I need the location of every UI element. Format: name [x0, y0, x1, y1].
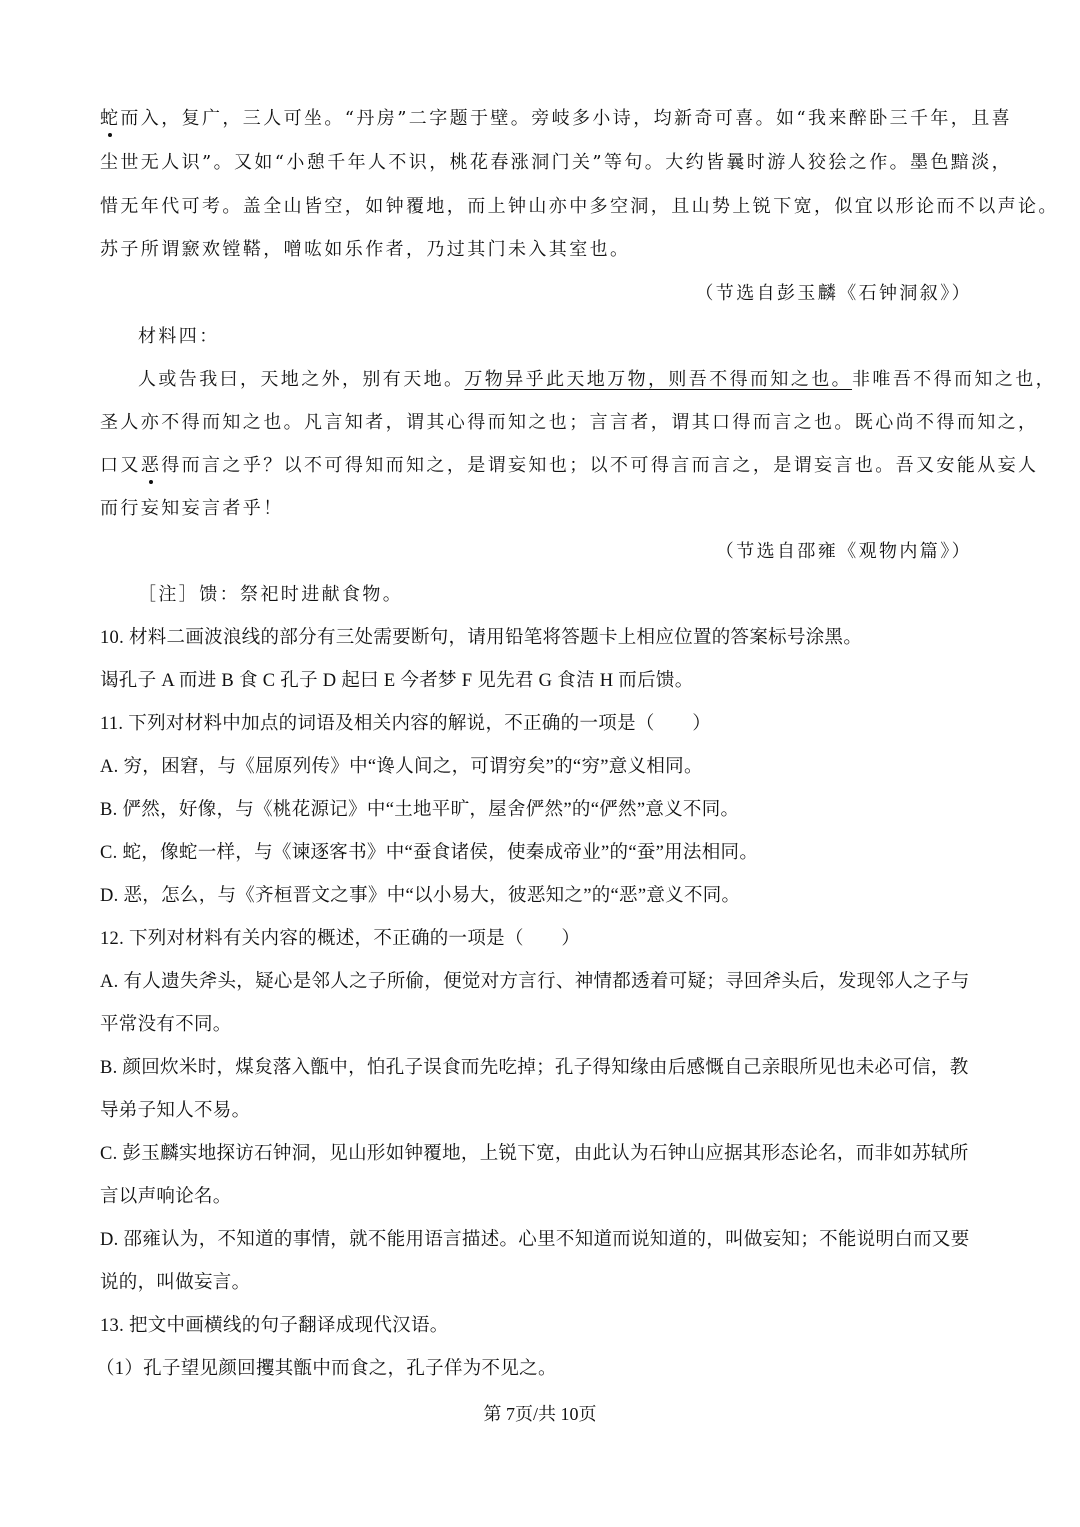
q11-option-c: C. 蛇，像蛇一样，与《谏逐客书》中“蚕食诸侯，使秦成帝业”的“蚕”用法相同。 — [100, 843, 759, 863]
material4-heading: 材料四： — [138, 326, 220, 347]
text-run: 而入，复广，三人可坐。“丹房”二字题于壁。旁岐多小诗，均新奇可喜。如“我来醉卧三千年，且喜 — [120, 108, 1013, 129]
q11-stem: 11. 下列对材料中加点的词语及相关内容的解说，不正确的一项是（ ） — [100, 714, 712, 734]
material4-line-4: 而行妄知妄言者乎！ — [100, 498, 284, 519]
material4-line-2: 圣人亦不得而知之也。凡言知者，谓其心得而知之也；言言者，谓其口得而言之也。既心尚不得而知之， — [100, 412, 1039, 433]
underlined-sentence: 万物异乎此天地万物，则吾不得而知之也。 — [464, 369, 853, 390]
q13-item-1: （1）孔子望见颜回攫其甑中而食之，孔子佯为不见之。 — [96, 1359, 557, 1379]
q10-text: 谒孔子 A 而进 B 食 C 孔子 D 起曰 E 今者梦 F 见先君 G 食洁 H 而后馈。 — [100, 671, 694, 691]
q12-option-b-line-2: 导弟子知人不易。 — [100, 1101, 251, 1121]
text-run: 人或告我曰，天地之外，别有天地。 — [138, 369, 465, 390]
material4-line-1 — [138, 367, 1057, 393]
q12-option-c-line-2: 言以声响论名。 — [100, 1187, 232, 1207]
material3-line-3: 惜无年代可考。盖全山皆空，如钟覆地，而上钟山亦中多空洞，且山势上锐下宽，似宜以形论而不以声论。 — [100, 196, 1059, 217]
q12-option-d-line-2: 说的，叫做妄言。 — [100, 1273, 251, 1293]
material4-line-3 — [100, 453, 1039, 479]
q11-option-a: A. 穷，困窘，与《屈原列传》中“谗人间之，可谓穷矣”的“穷”意义相同。 — [100, 757, 703, 777]
page-footer: 第 7页/共 10页 — [483, 1404, 597, 1424]
material4-source: （节选自邵雍《观物内篇》） — [715, 541, 972, 562]
q13-stem: 13. 把文中画横线的句子翻译成现代汉语。 — [100, 1316, 449, 1336]
text-run: 口又 — [100, 455, 141, 476]
material3-source: （节选自彭玉麟《石钟洞叙》） — [695, 283, 972, 304]
q11-option-d: D. 恶，怎么，与《齐桓晋文之事》中“以小易大，彼恶知之”的“恶”意义不同。 — [100, 886, 741, 906]
q12-option-c-line-1: C. 彭玉麟实地探访石钟洞，见山形如钟覆地，上锐下宽，由此认为石钟山应据其形态论名，而非如苏轼所 — [100, 1144, 969, 1164]
material3-line-2: 尘世无人识”。又如“小憩千年人不识，桃花春涨洞门关”等句。大约皆曩时游人狡狯之作。墨色黯淡， — [100, 152, 1013, 173]
material3-line-4: 苏子所谓窾欢镗鞳，噌吰如乐作者，乃过其门未入其室也。 — [100, 239, 631, 260]
dotted-char: 恶 — [140, 455, 162, 476]
q12-option-d-line-1: D. 邵雍认为，不知道的事情，就不能用语言描述。心里不知道而说知道的，叫做妄知；不能说明白而又要 — [100, 1230, 970, 1250]
q12-option-a-line-1: A. 有人遗失斧头，疑心是邻人之子所偷，便觉对方言行、神情都透着可疑；寻回斧头后，发现邻人之子与 — [100, 972, 970, 992]
q10-stem: 10. 材料二画波浪线的部分有三处需要断句，请用铅笔将答题卡上相应位置的答案标号涂黑。 — [100, 628, 863, 648]
material3-line-1 — [100, 106, 1013, 132]
q12-option-b-line-1: B. 颜回炊米时，煤炱落入甑中，怕孔子误食而先吃掉；孔子得知缘由后感慨自己亲眼所见也未必可信，教 — [100, 1058, 969, 1078]
q11-option-b: B. 俨然，好像，与《桃花源记》中“土地平旷，屋舍俨然”的“俨然”意义不同。 — [100, 800, 740, 820]
dotted-char: 蛇 — [100, 108, 121, 129]
text-run: 得而言之乎？以不可得知而知之，是谓妄知也；以不可得言而言之，是谓妄言也。吾又安能从妄人 — [161, 455, 1039, 476]
text-run: 非唯吾不得而知之也， — [852, 369, 1057, 390]
q12-stem: 12. 下列对材料有关内容的概述，不正确的一项是（ ） — [100, 929, 581, 949]
q12-option-a-line-2: 平常没有不同。 — [100, 1015, 232, 1035]
material4-note: ［注］馈：祭祀时进献食物。 — [138, 584, 404, 605]
